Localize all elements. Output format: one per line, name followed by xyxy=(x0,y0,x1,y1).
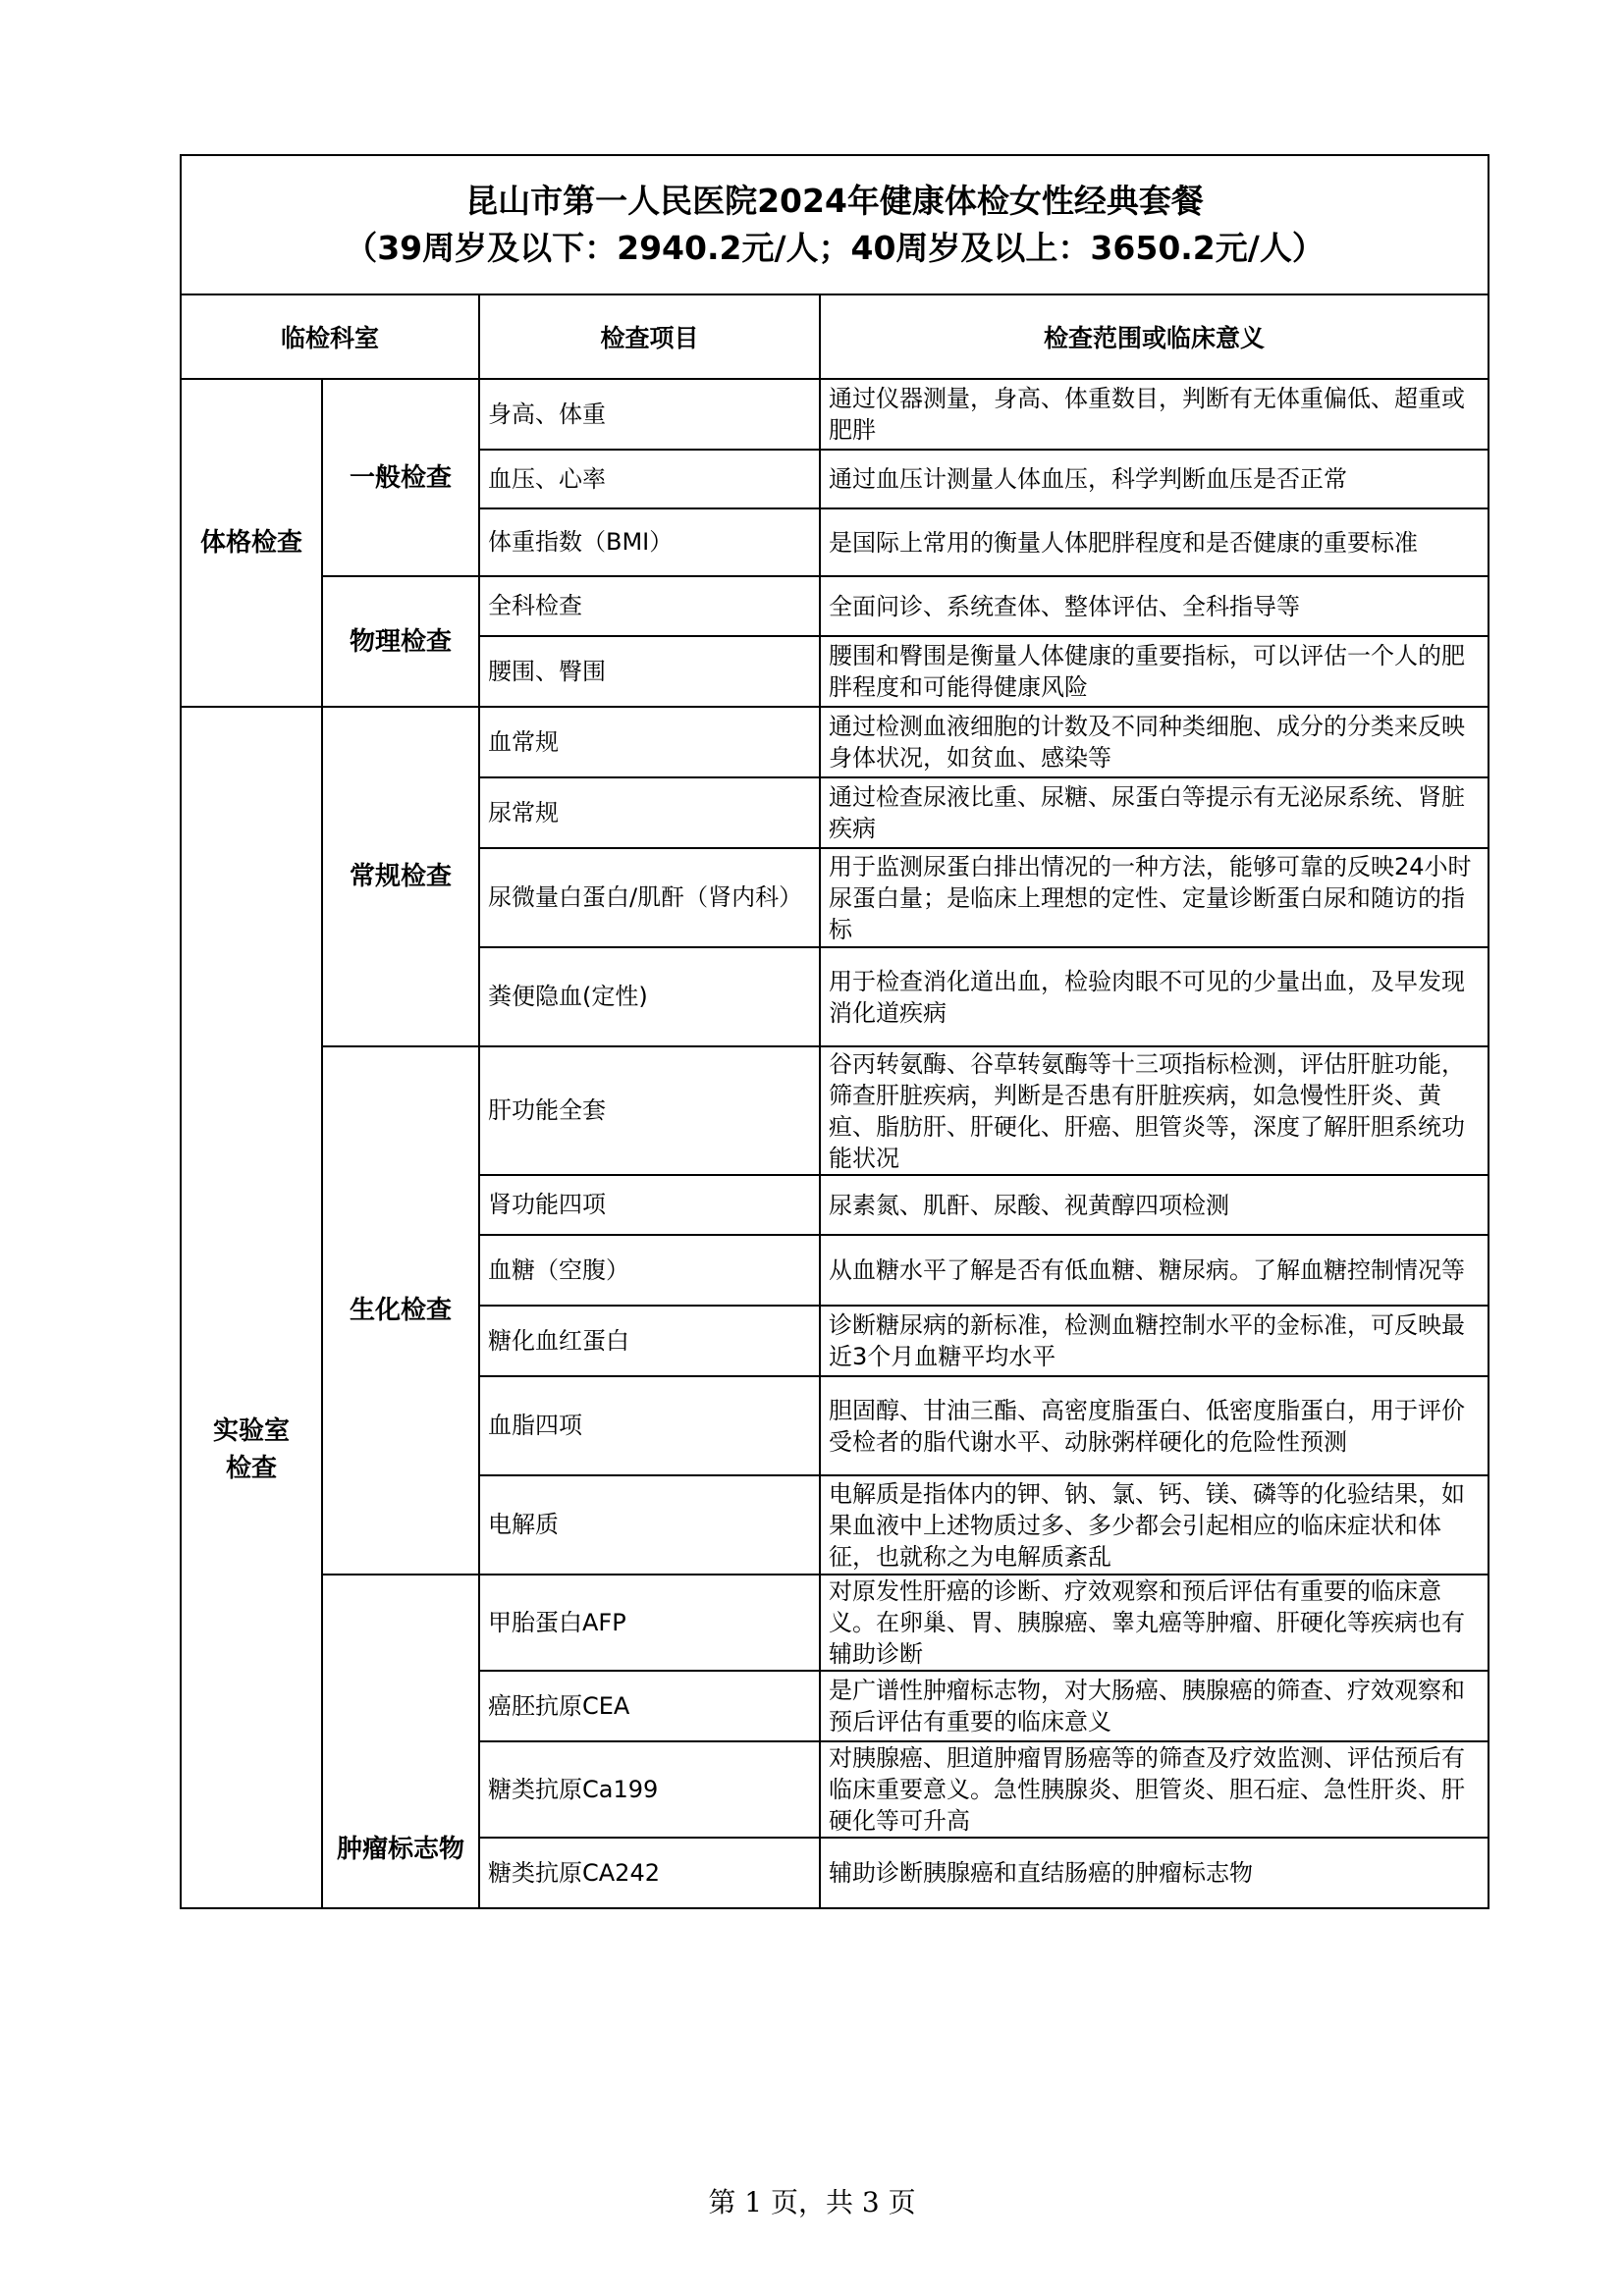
exam-item: 血糖（空腹） xyxy=(479,1235,820,1306)
table-row xyxy=(181,1575,1489,1671)
exam-description: 谷丙转氨酶、谷草转氨酶等十三项指标检测，评估肝脏功能，筛查肝脏疾病，判断是否患有肝脏疾病，如急慢性肝炎、黄疸、脂肪肝、肝硬化、肝癌、胆管炎等，深度了解肝胆系统功能状况 xyxy=(820,1046,1489,1175)
subgroup-name: 肿瘤标志物 xyxy=(322,1575,479,1908)
exam-item: 甲胎蛋白AFP xyxy=(479,1575,820,1671)
exam-item: 糖化血红蛋白 xyxy=(479,1306,820,1376)
exam-description: 是广谱性肿瘤标志物，对大肠癌、胰腺癌的筛查、疗效观察和预后评估有重要的临床意义 xyxy=(820,1671,1489,1741)
exam-description: 诊断糖尿病的新标准，检测血糖控制水平的金标准，可反映最近3个月血糖平均水平 xyxy=(820,1306,1489,1376)
exam-description: 对原发性肝癌的诊断、疗效观察和预后评估有重要的临床意义。在卵巢、胃、胰腺癌、睾丸癌等肿瘤、肝硬化等疾病也有辅助诊断 xyxy=(820,1575,1489,1671)
exam-item: 血脂四项 xyxy=(479,1376,820,1475)
title-line-1: 昆山市第一人民医院2024年健康体检女性经典套餐 xyxy=(465,182,1204,220)
exam-item: 糖类抗原Ca199 xyxy=(479,1741,820,1838)
exam-description: 从血糖水平了解是否有低血糖、糖尿病。了解血糖控制情况等 xyxy=(820,1235,1489,1306)
table-row xyxy=(181,379,1489,450)
subgroup-name: 物理检查 xyxy=(322,576,479,707)
exam-description: 全面问诊、系统查体、整体评估、全科指导等 xyxy=(820,576,1489,636)
exam-item: 尿微量白蛋白/肌酐（肾内科） xyxy=(479,848,820,947)
exam-package-sheet xyxy=(180,154,1488,1909)
header-dept: 临检科室 xyxy=(181,294,479,379)
exam-item: 体重指数（BMI） xyxy=(479,508,820,576)
subgroup-name: 生化检查 xyxy=(322,1046,479,1575)
exam-description: 通过检查尿液比重、尿糖、尿蛋白等提示有无泌尿系统、肾脏疾病 xyxy=(820,777,1489,848)
header-desc: 检查范围或临床意义 xyxy=(820,294,1489,379)
exam-description: 通过检测血液细胞的计数及不同种类细胞、成分的分类来反映身体状况，如贫血、感染等 xyxy=(820,707,1489,777)
exam-item: 粪便隐血(定性) xyxy=(479,947,820,1046)
exam-description: 尿素氮、肌酐、尿酸、视黄醇四项检测 xyxy=(820,1175,1489,1235)
exam-item: 全科检查 xyxy=(479,576,820,636)
exam-item: 肝功能全套 xyxy=(479,1046,820,1175)
exam-description: 是国际上常用的衡量人体肥胖程度和是否健康的重要标准 xyxy=(820,508,1489,576)
exam-description: 用于检查消化道出血，检验肉眼不可见的少量出血，及早发现消化道疾病 xyxy=(820,947,1489,1046)
exam-description: 对胰腺癌、胆道肿瘤胃肠癌等的筛查及疗效监测、评估预后有临床重要意义。急性胰腺炎、胆管炎、胆石症、急性肝炎、肝硬化等可升高 xyxy=(820,1741,1489,1838)
exam-description: 通过仪器测量，身高、体重数目，判断有无体重偏低、超重或肥胖 xyxy=(820,379,1489,450)
exam-item: 癌胚抗原CEA xyxy=(479,1671,820,1741)
exam-description: 腰围和臀围是衡量人体健康的重要指标，可以评估一个人的肥胖程度和可能得健康风险 xyxy=(820,636,1489,707)
subgroup-name: 一般检查 xyxy=(322,379,479,576)
exam-item: 电解质 xyxy=(479,1475,820,1575)
group-name: 体格检查 xyxy=(181,379,322,707)
exam-description: 通过血压计测量人体血压，科学判断血压是否正常 xyxy=(820,450,1489,508)
exam-description: 胆固醇、甘油三酯、高密度脂蛋白、低密度脂蛋白，用于评价受检者的脂代谢水平、动脉粥样硬化的危险性预测 xyxy=(820,1376,1489,1475)
exam-item: 肾功能四项 xyxy=(479,1175,820,1235)
subgroup-name: 常规检查 xyxy=(322,707,479,1046)
header-item: 检查项目 xyxy=(479,294,820,379)
table-row xyxy=(181,707,1489,777)
exam-item: 腰围、臀围 xyxy=(479,636,820,707)
exam-item: 血常规 xyxy=(479,707,820,777)
page-footer: 第 1 页，共 3 页 xyxy=(708,2186,916,2218)
exam-description: 用于监测尿蛋白排出情况的一种方法，能够可靠的反映24小时尿蛋白量；是临床上理想的定性、定量诊断蛋白尿和随访的指标 xyxy=(820,848,1489,947)
exam-item: 身高、体重 xyxy=(479,379,820,450)
exam-description: 电解质是指体内的钾、钠、氯、钙、镁、磷等的化验结果，如果血液中上述物质过多、多少都会引起相应的临床症状和体征，也就称之为电解质紊乱 xyxy=(820,1475,1489,1575)
exam-item: 糖类抗原CA242 xyxy=(479,1838,820,1908)
exam-item: 血压、心率 xyxy=(479,450,820,508)
page-title xyxy=(181,155,1489,294)
exam-item: 尿常规 xyxy=(479,777,820,848)
table-row xyxy=(181,1046,1489,1175)
table-row xyxy=(181,576,1489,636)
exam-description: 辅助诊断胰腺癌和直结肠癌的肿瘤标志物 xyxy=(820,1838,1489,1908)
exam-table xyxy=(180,154,1489,1909)
title-line-2: （39周岁及以下：2940.2元/人；40周岁及以上：3650.2元/人） xyxy=(345,229,1325,267)
group-name: 实验室检查 xyxy=(181,707,322,1908)
